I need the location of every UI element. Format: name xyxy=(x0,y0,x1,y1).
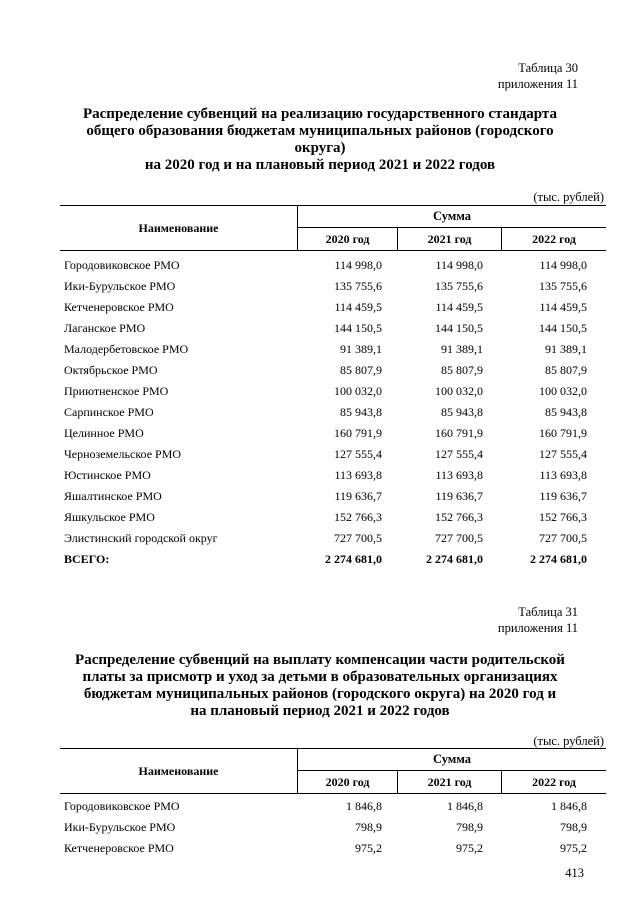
table31-caption xyxy=(498,604,578,636)
row-value: 100 032,0 xyxy=(334,384,382,398)
row-value: 2 274 681,0 xyxy=(530,552,587,566)
table30 xyxy=(60,205,606,570)
row-name: Городовиковское РМО xyxy=(64,258,180,272)
row-value: 119 636,7 xyxy=(435,489,483,503)
row-value: 135 755,6 xyxy=(435,279,483,293)
row-value: 1 846,8 xyxy=(447,799,483,813)
row-value: 114 459,5 xyxy=(435,300,483,314)
row-value: 114 998,0 xyxy=(539,258,587,272)
table-row xyxy=(60,486,606,507)
row-value: 2 274 681,0 xyxy=(426,552,483,566)
table30-title-line: на 2020 год и на плановый период 2021 и 2022 годов xyxy=(144,157,496,173)
table31-title-line: бюджетам муниципальных районов (городского округа) на 2020 год и xyxy=(83,686,557,702)
table-row xyxy=(60,796,606,817)
table30-header-year-2020: 2020 год xyxy=(298,228,398,250)
row-value: 114 459,5 xyxy=(334,300,382,314)
row-value: 113 693,8 xyxy=(435,468,483,482)
table31 xyxy=(60,748,606,859)
table-row xyxy=(60,817,606,838)
row-value: 114 459,5 xyxy=(539,300,587,314)
table31-header-year-2021: 2021 год xyxy=(398,771,502,793)
row-value: 160 791,9 xyxy=(539,426,587,440)
table31-body xyxy=(60,794,606,859)
row-value: 975,2 xyxy=(560,841,587,855)
row-value: 727 700,5 xyxy=(334,531,382,545)
table31-header-name: Наименование xyxy=(60,749,298,793)
table30-units: (тыс. рублей) xyxy=(533,190,604,204)
row-value: 114 998,0 xyxy=(435,258,483,272)
table31-title xyxy=(60,652,580,720)
row-value: 798,9 xyxy=(456,820,483,834)
table-row xyxy=(60,318,606,339)
table30-title xyxy=(60,106,580,174)
row-value: 1 846,8 xyxy=(346,799,382,813)
row-value: 144 150,5 xyxy=(539,321,587,335)
row-value: 798,9 xyxy=(355,820,382,834)
row-value: 85 807,9 xyxy=(441,363,483,377)
row-name: Яшалтинское РМО xyxy=(64,489,162,503)
row-value: 160 791,9 xyxy=(334,426,382,440)
row-value: 85 943,8 xyxy=(340,405,382,419)
table-row xyxy=(60,423,606,444)
table31-header xyxy=(60,748,606,794)
table-row xyxy=(60,507,606,528)
row-name: Кетченеровское РМО xyxy=(64,300,174,314)
page-number: 413 xyxy=(565,866,584,880)
table30-caption-number: Таблица 30 xyxy=(518,61,578,75)
table30-header-year-2021: 2021 год xyxy=(398,228,502,250)
table31-header-year-2022: 2022 год xyxy=(532,775,576,789)
row-name: ВСЕГО: xyxy=(64,552,110,566)
table30-title-line: Распределение субвенций на реализацию государственного стандарта xyxy=(82,106,557,122)
table-row xyxy=(60,255,606,276)
row-value: 975,2 xyxy=(355,841,382,855)
row-value: 119 636,7 xyxy=(334,489,382,503)
table-row xyxy=(60,528,606,549)
table-row xyxy=(60,339,606,360)
row-name: Элистинский городской округ xyxy=(64,531,218,545)
row-value: 114 998,0 xyxy=(334,258,382,272)
row-name: Черноземельское РМО xyxy=(64,447,182,461)
row-name: Целинное РМО xyxy=(64,426,144,440)
row-value: 127 555,4 xyxy=(435,447,483,461)
table31-header-sum: Сумма xyxy=(298,749,606,771)
row-value: 135 755,6 xyxy=(539,279,587,293)
row-value: 160 791,9 xyxy=(435,426,483,440)
row-value: 85 807,9 xyxy=(340,363,382,377)
row-value: 727 700,5 xyxy=(539,531,587,545)
table30-body xyxy=(60,251,606,570)
row-value: 144 150,5 xyxy=(435,321,483,335)
row-value: 91 389,1 xyxy=(441,342,483,356)
row-value: 100 032,0 xyxy=(435,384,483,398)
table31-title-line: платы за присмотр и уход за детьми в образовательных организациях xyxy=(82,669,558,685)
table-row xyxy=(60,838,606,859)
row-name: Малодербетовское РМО xyxy=(64,342,189,356)
row-value: 798,9 xyxy=(560,820,587,834)
table31-caption-number: Таблица 31 xyxy=(518,605,578,619)
row-name: Юстинское РМО xyxy=(64,468,151,482)
row-value: 85 943,8 xyxy=(545,405,587,419)
row-name: Ики-Бурульское РМО xyxy=(64,820,176,834)
table30-header-name: Наименование xyxy=(60,206,298,250)
row-value: 727 700,5 xyxy=(435,531,483,545)
table-row xyxy=(60,381,606,402)
table31-caption-appendix: приложения 11 xyxy=(497,621,578,635)
row-value: 119 636,7 xyxy=(539,489,587,503)
row-value: 2 274 681,0 xyxy=(325,552,382,566)
row-value: 975,2 xyxy=(456,841,483,855)
row-name: Яшкульское РМО xyxy=(64,510,155,524)
table30-title-line: округа) xyxy=(294,140,346,156)
table-row xyxy=(60,276,606,297)
row-name: Лаганское РМО xyxy=(64,321,146,335)
row-name: Сарпинское РМО xyxy=(64,405,154,419)
table-row xyxy=(60,360,606,381)
row-value: 100 032,0 xyxy=(539,384,587,398)
table-row xyxy=(60,402,606,423)
row-value: 1 846,8 xyxy=(551,799,587,813)
row-value: 127 555,4 xyxy=(539,447,587,461)
table31-title-line: Распределение субвенций на выплату компенсации части родительской xyxy=(75,652,565,668)
row-name: Октябрьское РМО xyxy=(64,363,158,377)
table-total-row xyxy=(60,549,606,570)
row-name: Приютненское РМО xyxy=(64,384,169,398)
row-value: 91 389,1 xyxy=(545,342,587,356)
table31-units: (тыс. рублей) xyxy=(533,734,604,748)
table30-header xyxy=(60,205,606,251)
table30-header-year-2022: 2022 год xyxy=(532,232,576,246)
row-value: 152 766,3 xyxy=(334,510,382,524)
table30-caption xyxy=(498,60,578,92)
row-value: 127 555,4 xyxy=(334,447,382,461)
row-value: 144 150,5 xyxy=(334,321,382,335)
row-value: 85 943,8 xyxy=(441,405,483,419)
row-value: 113 693,8 xyxy=(334,468,382,482)
table-row xyxy=(60,465,606,486)
row-value: 91 389,1 xyxy=(340,342,382,356)
row-value: 113 693,8 xyxy=(539,468,587,482)
table30-title-line: общего образования бюджетам муниципальных районов (городского xyxy=(86,123,554,139)
row-name: Городовиковское РМО xyxy=(64,799,180,813)
table30-caption-appendix: приложения 11 xyxy=(497,77,578,91)
row-value: 152 766,3 xyxy=(435,510,483,524)
row-name: Ики-Бурульское РМО xyxy=(64,279,176,293)
row-value: 85 807,9 xyxy=(545,363,587,377)
row-name: Кетченеровское РМО xyxy=(64,841,174,855)
table30-header-sum: Сумма xyxy=(298,206,606,228)
row-value: 152 766,3 xyxy=(539,510,587,524)
table31-title-line: на плановый период 2021 и 2022 годов xyxy=(190,703,450,719)
table31-header-year-2020: 2020 год xyxy=(298,771,398,793)
table-row xyxy=(60,444,606,465)
table-row xyxy=(60,297,606,318)
row-value: 135 755,6 xyxy=(334,279,382,293)
